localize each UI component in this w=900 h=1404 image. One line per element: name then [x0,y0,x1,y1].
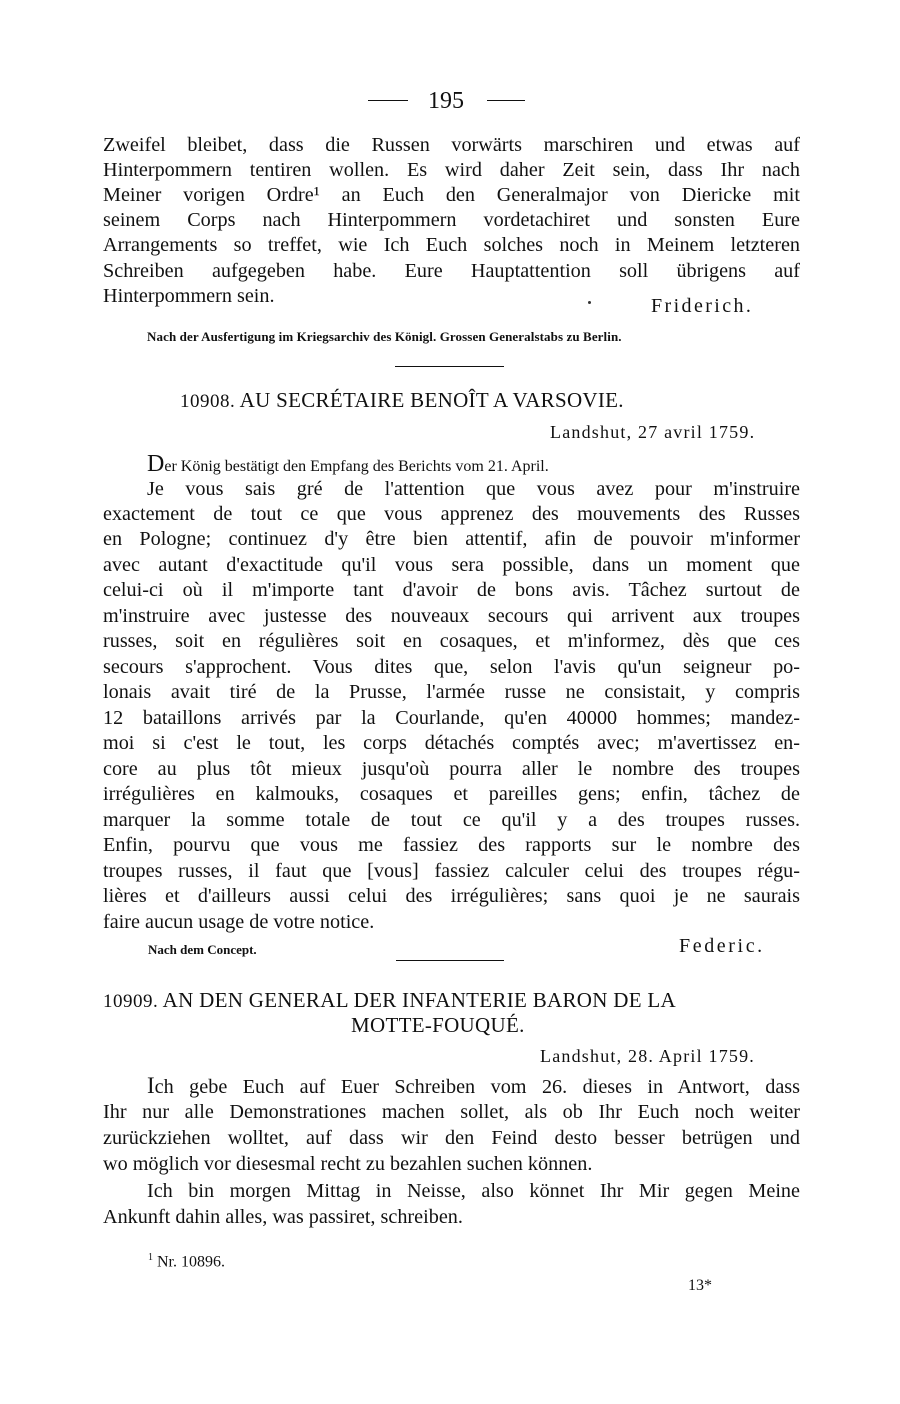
letter-line: celui-ci où il m'importe tant d'avoir de bons avis. Tâchez surtout de [103,579,800,601]
letter-line: core au plus tôt mieux jusqu'où pourra aller le nombre des troupes [103,758,800,780]
letter-line: Ihr nur alle Demonstrationes machen sollet, als ob Ihr Euch noch weiter [103,1101,800,1123]
letter-line: irrégulières en kalmouks, cosaques et pareilles gens; enfin, tâchez de [103,783,800,805]
letter-line: faire aucun usage de votre notice. [103,911,375,933]
letter-top-line: Arrangements so treffet, wie Ich Euch solches noch in Meinem letzteren [103,234,800,256]
letter-heading-10908 [180,388,624,413]
signature-friderich: Friderich. [651,295,754,317]
letter-line: Ankunft dahin alles, was passiret, schreiben. [103,1206,463,1228]
summary-text: er König bestätigt den Empfang des Berichts vom 21. April. [164,458,549,475]
letter-top-line: Schreiben aufgegeben habe. Eure Hauptattention soll übrigens auf [103,260,800,282]
header-dash-right [487,100,525,101]
letter-heading-10909 [103,988,676,1013]
letter-top-line: Zweifel bleibet, dass die Russen vorwärts marschiren und etwas auf [103,134,800,156]
letter-line [147,1073,800,1100]
source-note: Nach der Ausfertigung im Kriegsarchiv des Königl. Grossen Generalstabs zu Berlin. [147,329,622,344]
letter-line: wo möglich vor diesesmal recht zu bezahlen suchen können. [103,1153,593,1175]
letter-line: zurückziehen wolltet, auf dass wir den Feind desto besser betrügen und [103,1127,800,1149]
source-note-concept: Nach dem Concept. [148,942,257,957]
page-number: 195 [428,88,464,114]
letter-line-rest: ch gebe Euch auf Euer Schreiben vom 26. dieses in Antwort, dass [154,1076,800,1098]
letter-line: troupes russes, il faut que [vous] fassiez calculer celui des troupes régu- [103,860,800,882]
footnote [148,1252,225,1271]
letter-line: en Pologne; continuez d'y être bien attentif, afin de pouvoir m'informer [103,528,800,550]
section-divider [395,366,504,367]
letter-line: Ich bin morgen Mittag in Neisse, also könnet Ihr Mir gegen Meine [147,1180,800,1202]
letter-top-line: seinem Corps nach Hinterpommern vordetachiret und sonsten Eure [103,209,800,231]
signature-federic: Federic. [679,935,765,957]
letter-title-line1: AN DEN GENERAL DER INFANTERIE BARON DE LA [162,988,676,1012]
summary-initial: D [147,451,165,477]
letter-title-line2: MOTTE-FOUQUÉ. [351,1013,525,1037]
letter-line: 12 bataillons arrivés par la Courlande, qu'en 40000 hommes; mandez- [103,707,800,729]
footnote-marker: 1 [148,1252,153,1263]
place-date: Landshut, 27 avril 1759. [550,422,756,442]
page-header [0,88,900,114]
section-divider [396,960,504,961]
letter-line: moi si c'est le tout, les corps détachés comptés avec; m'avertissez en- [103,732,800,754]
letter-number: 10909. [103,991,159,1012]
header-dash-left [368,100,408,101]
letter-summary [147,451,549,478]
footnote-text: Nr. 10896. [157,1253,225,1271]
letter-line: russes, soit en régulières soit en cosaques, et m'informez, dès que ces [103,630,800,652]
letter-line: marquer la somme totale de tout ce qu'il y a des troupes russes. [103,809,800,831]
letter-number: 10908. [180,391,236,412]
letter-top-line: Hinterpommern tentiren wollen. Es wird daher Zeit sein, dass Ihr nach [103,159,800,181]
letter-line: lières et d'ailleurs aussi celui des irrégulières; sans quoi je ne saurais [103,885,800,907]
letter-top-line: Hinterpommern sein. [103,285,275,307]
letter-line: Je vous sais gré de l'attention que vous avez pour m'instruire [147,478,800,500]
letter-line: exactement de tout ce que vous apprenez des mouvements des Russes [103,503,800,525]
letter-line: avec autant d'exactitude qu'il vous sera possible, dans un moment que [103,554,800,576]
signature-mark: 13* [688,1277,712,1294]
letter-line: m'instruire avec justesse des nouveaux secours qui arrivent aux troupes [103,605,800,627]
print-speck [588,301,591,304]
letter-top-line: Meiner vorigen Ordre¹ an Euch den Generalmajor von Diericke mit [103,184,800,206]
letter-line: Enfin, pourvu que vous me fassiez des rapports sur le nombre des [103,834,800,856]
place-date: Landshut, 28. April 1759. [540,1046,755,1066]
letter-line: lonais avait tiré de la Prusse, l'armée russe ne consistait, y compris [103,681,800,703]
letter-line: secours s'approchent. Vous dites que, selon l'avis qu'un seigneur po- [103,656,800,678]
letter-title: AU SECRÉTAIRE BENOÎT A VARSOVIE. [239,388,624,412]
drop-initial: I [147,1073,155,1098]
